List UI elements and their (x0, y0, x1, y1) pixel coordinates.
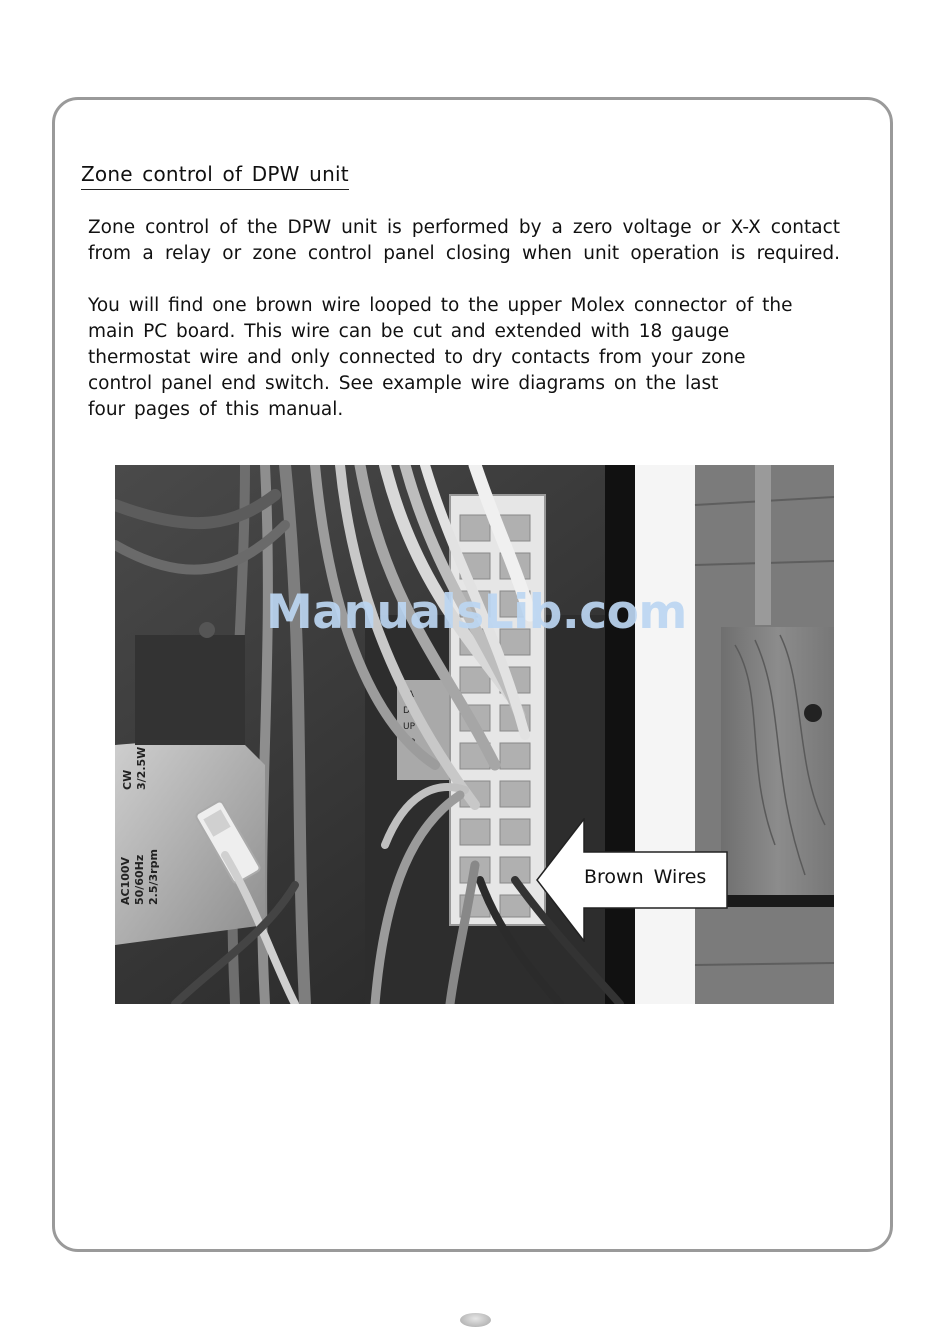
paragraph-line: Zone control of the DPW unit is performed by a zero voltage or X-X contact (88, 217, 840, 238)
paragraph-line: from a relay or zone control panel closing when unit operation is required. (88, 243, 840, 264)
motor-label-line: CW (121, 769, 134, 790)
page-number-mark (460, 1313, 491, 1327)
paragraph-line: control panel end switch. See example wire diagrams on the last (88, 373, 719, 394)
paragraph-line: main PC board. This wire can be cut and extended with 18 gauge (88, 321, 730, 342)
motor-label-line: 3/2.5W (135, 746, 148, 790)
motor-label-line: 2.5/3rpm (147, 849, 160, 905)
paragraph-line: You will find one brown wire looped to the upper Molex connector of the (88, 295, 793, 316)
svg-text:DA: DA (403, 706, 416, 716)
section-heading: Zone control of DPW unit (81, 162, 349, 190)
paragraph-brown-wire (88, 293, 792, 423)
motor-label-line: 50/60Hz (133, 854, 146, 905)
callout-label: Brown Wires (584, 866, 707, 888)
motor-label-line: AC100V (119, 856, 132, 905)
svg-text:UP: UP (403, 738, 416, 748)
svg-text:TA: TA (403, 690, 414, 700)
watermark: ManualsLib.com (266, 585, 687, 640)
paragraph-zone-control (88, 215, 840, 267)
svg-text:UP: UP (403, 722, 416, 732)
paragraph-line: four pages of this manual. (88, 399, 344, 420)
paragraph-line: thermostat wire and only connected to dry contacts from your zone (88, 347, 746, 368)
